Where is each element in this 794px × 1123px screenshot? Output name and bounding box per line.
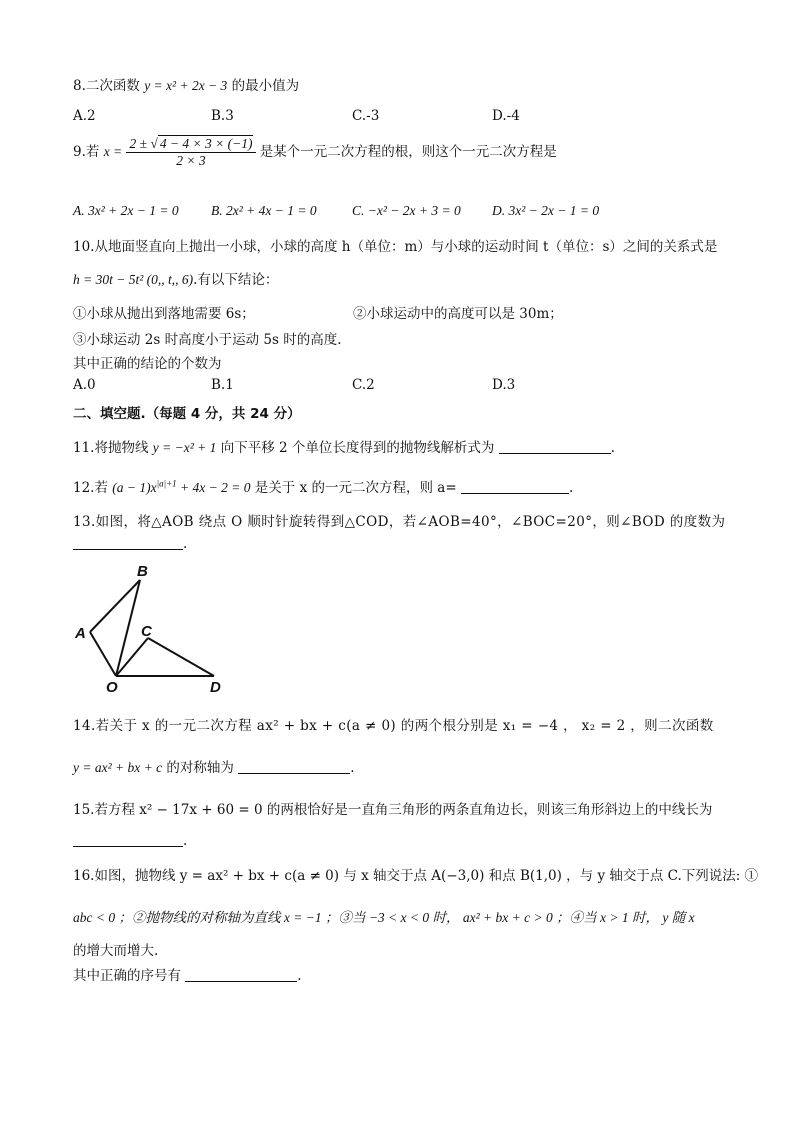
q16-stem-line1: 16.如图，抛物线 y = ax² + bx + c(a ≠ 0) 与 x 轴交于点 A(−3,0) 和点 B(1,0) ，与 y 轴交于点 C.下列说法: ① (73, 868, 759, 884)
label-o: O (106, 679, 118, 696)
q13-stem: 13.如图，将△AOB 绕点 O 顺时针旋转得到△COD，若∠AOB=40°，∠BOC=20°，则∠BOD 的度数为 (73, 514, 726, 530)
q16-stem-line2: abc < 0 ；②抛物线的对称轴为直线 x = −1 ；③当 −3 < x < 0 时， ax² + bx + c > 0 ；④当 x > 1 时， y 随 x (73, 910, 695, 925)
q9-option-b: B. 2x² + 4x − 1 = 0 (211, 203, 317, 218)
q15-answer-blank[interactable] (73, 832, 183, 847)
q9-stem-suffix: 是某个一元二次方程的根，则这个一元二次方程是 (259, 144, 557, 160)
q10-statement-3: ③小球运动 2s 时高度小于运动 5s 时的高度. (73, 332, 342, 348)
label-c: C (141, 623, 152, 640)
q10-formula: h = 30t − 5t² (0,, t,, 6) (73, 272, 194, 287)
q9-option-d: D. 3x² − 2x − 1 = 0 (492, 203, 600, 218)
q9-stem-prefix: 9.若 (73, 144, 100, 160)
q9-numerator: 2 ± √ 4 − 4 × 3 × (−1) (126, 136, 255, 153)
q15-answer-line (73, 832, 187, 849)
q12-formula: $(a - 1)x^{|a|+1} + 4x - 2 = 0$ (112, 478, 251, 495)
q14-stem-suffix: 的对称轴为 (166, 760, 234, 776)
q8-formula: y = x² + 2x − 3 (144, 78, 228, 93)
q10-stem-line1: 10.从地面竖直向上抛出一小球，小球的高度 h（单位：m）与小球的运动时间 t（单位：s）之间的关系式是 (73, 239, 718, 255)
q14-stem-line2 (73, 756, 355, 776)
q10-statement-2: ②小球运动中的高度可以是 30m； (353, 306, 563, 322)
q9-option-a: A. 3x² + 2x − 1 = 0 (73, 203, 179, 218)
q10-option-c: C.2 (352, 377, 375, 393)
q10-statement-1: ①小球从抛出到落地需要 6s； (73, 306, 255, 322)
q16-answer-blank[interactable] (185, 967, 297, 982)
q8-option-b: B.3 (211, 108, 234, 124)
q9-stem (73, 136, 557, 169)
q9-numerator-lead: 2 ± (129, 136, 148, 151)
q14-stem-line1: 14.若关于 x 的一元二次方程 ax² + bx + c(a ≠ 0) 的两个根分别是 x₁ = −4 ， x₂ = 2 ，则二次函数 (73, 718, 714, 734)
q16-stem-line3: 的增大而增大. (73, 943, 159, 959)
q8-stem (73, 74, 299, 94)
q8-option-a: A.2 (73, 108, 96, 124)
q10-option-a: A.0 (73, 377, 96, 393)
q11-formula: y = −x² + 1 (152, 440, 217, 455)
q11-tail: . (610, 440, 615, 456)
q16-tail: . (297, 968, 302, 984)
q9-option-c: C. −x² − 2x + 3 = 0 (352, 203, 461, 218)
q15-tail: . (183, 833, 188, 849)
q13-tail: . (183, 536, 188, 552)
q11-stem-prefix: 11.将抛物线 (73, 440, 149, 456)
q8-stem-prefix: 8.二次函数 (73, 78, 140, 94)
label-b: B (137, 563, 148, 580)
q11-stem (73, 436, 615, 456)
section-2-heading: 二、填空题.（每题 4 分，共 24 分） (73, 406, 301, 422)
q13-answer-blank[interactable] (73, 535, 183, 550)
q12-stem-prefix: 12.若 (73, 480, 108, 496)
q8-option-d: D.-4 (492, 108, 520, 124)
q9-fraction (126, 136, 255, 169)
q8-stem-suffix: 的最小值为 (231, 78, 300, 94)
q10-stem-tail: .有以下结论： (193, 272, 279, 288)
q16-prompt-line (73, 964, 302, 984)
q16-prompt: 其中正确的序号有 (73, 968, 181, 984)
q12-stem-suffix: 是关于 x 的一元二次方程，则 a= (254, 480, 457, 496)
q10-prompt: 其中正确的结论的个数为 (73, 356, 222, 372)
q13-rotation-figure (72, 558, 232, 698)
q8-option-c: C.-3 (352, 108, 380, 124)
q10-option-d: D.3 (492, 377, 516, 393)
q10-option-b: B.1 (211, 377, 234, 393)
q14-answer-blank[interactable] (238, 759, 350, 774)
q14-tail: . (350, 760, 355, 776)
q11-answer-blank[interactable] (499, 439, 611, 454)
label-a: A (75, 625, 86, 642)
q9-x-eq: x = (103, 144, 123, 159)
q14-formula: y = ax² + bx + c (73, 760, 163, 775)
label-d: D (210, 679, 221, 696)
q9-denominator: 2 × 3 (176, 153, 206, 168)
q15-stem-line1: 15.若方程 x² − 17x + 60 = 0 的两根恰好是一直角三角形的两条直角边长，则该三角形斜边上的中线长为 (73, 802, 713, 818)
q12-answer-blank[interactable] (461, 479, 569, 494)
q12-tail: . (568, 480, 574, 496)
q13-answer-line (73, 535, 187, 552)
q12-stem (73, 476, 573, 496)
q9-radicand: 4 − 4 × 3 × (−1) (159, 136, 253, 151)
q11-stem-suffix: 向下平移 2 个单位长度得到的抛物线解析式为 (220, 440, 495, 456)
q10-stem-line2 (73, 268, 278, 288)
